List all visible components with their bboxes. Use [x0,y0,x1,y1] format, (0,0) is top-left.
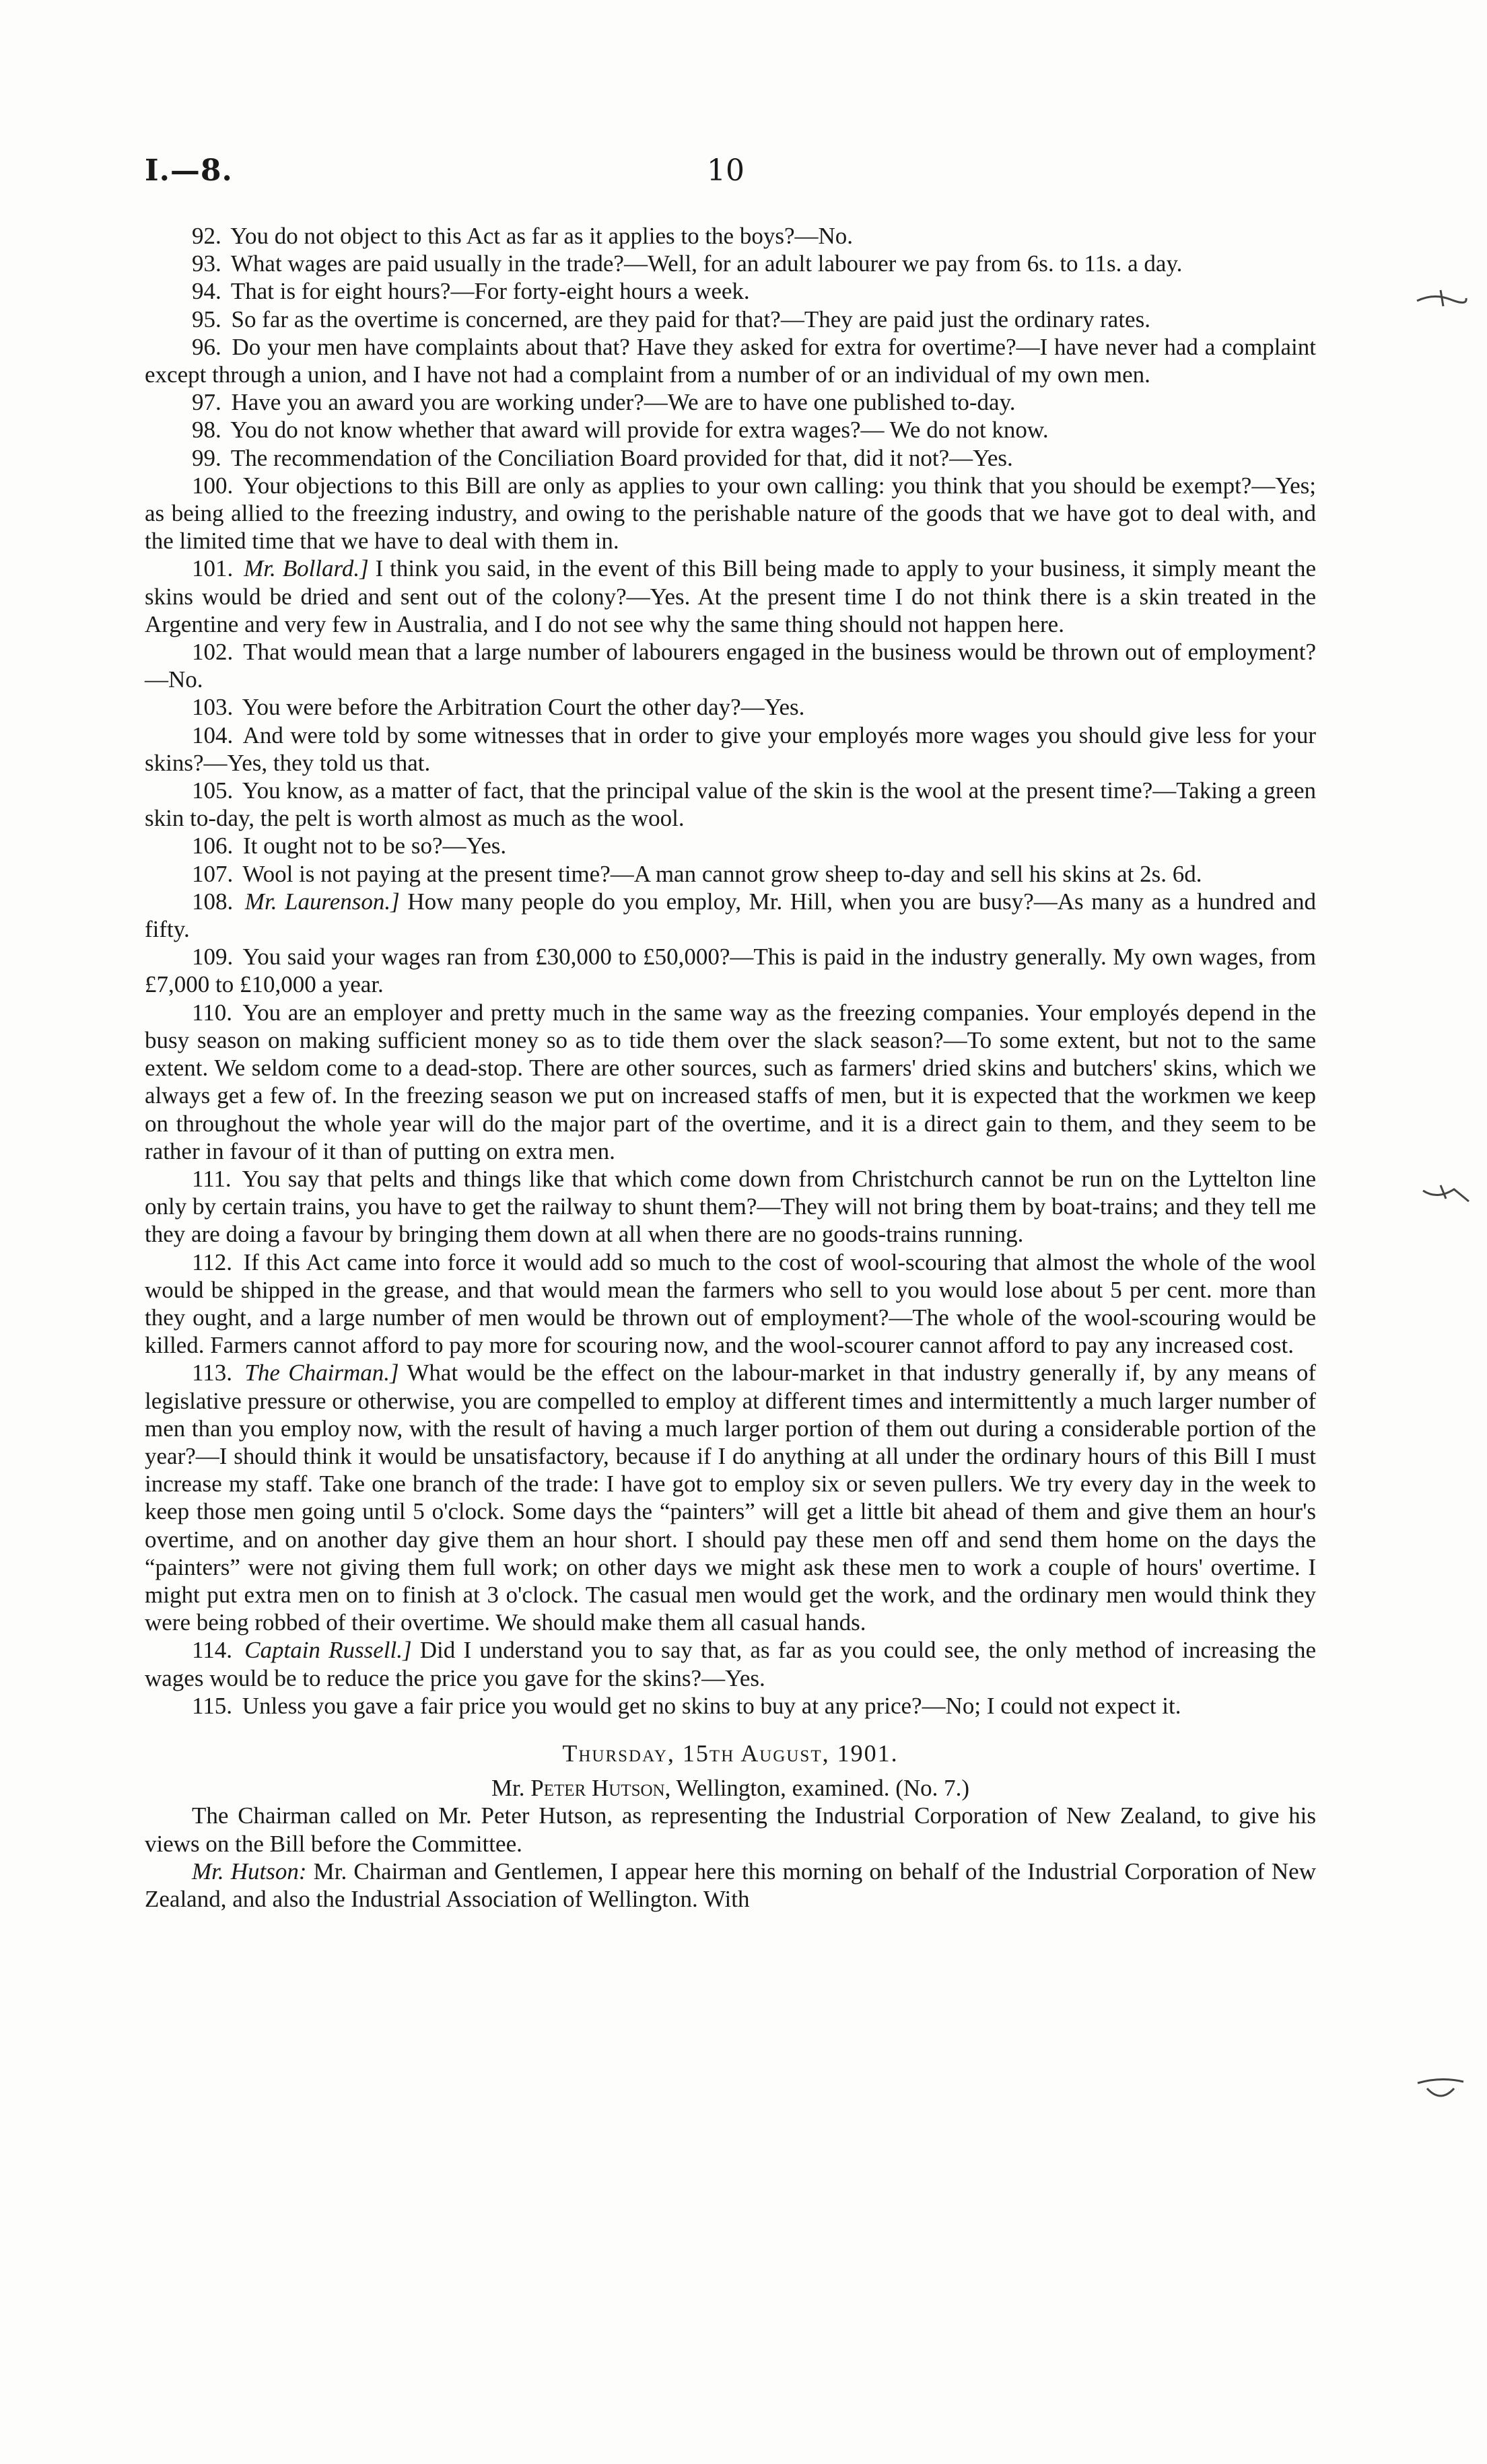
witness-name: Peter Hutson [530,1775,665,1802]
speaker-name: Mr. Laurenson.] [244,888,400,915]
question-paragraph: 101. Mr. Bollard.] I think you said, in the event of this Bill being made to apply to your business, it simply meant the skins would be dried and sent out of the colony?—Yes. At the present time I do not think there is a skin treated in the Argentine and very few in Australia, and I do not see why the same thing should not happen here. [145,555,1317,637]
question-paragraph: 99. The recommendation of the Conciliation Board provided for that, did it not?—Yes. [192,444,1013,471]
question-paragraph: 100. Your objections to this Bill are only as applies to your own calling: you think that you should be exempt?—Yes; as being allied to the freezing industry, and owing to the perishable nature of the goods that we have got to deal with, and the limited time that we have to deal with them in. [145,472,1316,555]
margin-pen-mark [1414,2076,1467,2103]
question-paragraph: 114. Captain Russell.] Did I understand you to say that, as far as you could see, the only method of increasing the wages would be to reduce the price you gave for the skins?—Yes. [145,1637,1316,1691]
question-paragraph: 106. It ought not to be so?—Yes. [192,833,507,859]
margin-pen-mark [1414,286,1467,313]
speaker-name: The Chairman.] [244,1360,399,1386]
question-paragraph: 111. You say that pelts and things like that which come down from Christchurch cannot be run on the Lyttelton line only by certain trains, you have to get the railway to shunt them?—They will not bring them by boat-trains; and they tell me they are doing a favour by bringing them down at all when there are no goods-trains running. [145,1165,1317,1248]
speaker-name: Captain Russell.] [244,1637,412,1664]
margin-pen-mark [1420,1181,1474,1208]
question-paragraph: 115. Unless you gave a fair price you would get no skins to buy at any price?—No; I could not expect it. [192,1692,1181,1719]
witness-heading: Mr. Peter Hutson, Wellington, examined. (No. 7.) [491,1775,970,1802]
question-paragraph: 97. Have you an award you are working under?—We are to have one published to-day. [192,389,1016,416]
question-paragraph: 102. That would mean that a large number of labourers engaged in the business would be thrown out of employment?—No. [145,639,1317,693]
question-paragraph: 113. The Chairman.] What would be the effect on the labour-market in that industry generally if, by any means of legislative pressure or otherwise, you are compelled to employ at different times and intermittently a much larger number of men than you employ now, with the result of having a much larger portion of them out during a considerable portion of the year?—I should think it would be unsatisfactory, because if I do anything at all under the ordinary hours of this Bill I must increase my staff. Take one branch of the trade: I have got to employ six or seven pullers. We try every day in the week to keep those men going until 5 o'clock. Some days the “painters” will get a little bit ahead of them and give them an hour's overtime, and on another day give them an hour short. I should pay these men off and send them home on the days the “painters” were not giving them full work; on other days we might ask these men to work a couple of hours' overtime. I might put extra men on to finish at 3 o'clock. The casual men would get the work, and the ordinary men would think they were being robbed of their overtime. We should make them all casual hands. [145,1360,1317,1636]
question-paragraph: 93. What wages are paid usually in the trade?—Well, for an adult labourer we pay from 6s. to 11s. a day. [192,250,1183,277]
speaker-name: Mr. Hutson: [192,1858,307,1885]
question-paragraph: 95. So far as the overtime is concerned, are they paid for that?—They are paid just the ordinary rates. [192,306,1150,332]
question-paragraph: 107. Wool is not paying at the present time?—A man cannot grow sheep to-day and sell his skins at 2s. 6d. [192,860,1202,887]
closing-paragraph: The Chairman called on Mr. Peter Hutson, as representing the Industrial Corporation of New Zealand, to give his views on the Bill before the Committee. [145,1802,1316,1857]
page-header [145,153,1350,194]
question-paragraph: 109. You said your wages ran from £30,000 to £50,000?—This is paid in the industry generally. My own wages, from £7,000 to £10,000 a year. [145,944,1317,998]
page-number: 10 [707,153,745,188]
question-paragraph: 104. And were told by some witnesses that in order to give your employés more wages you should give less for your skins?—Yes, they told us that. [145,721,1316,776]
testimony-body [145,222,1316,1913]
session-date-heading: Thursday, 15th August, 1901. [562,1739,899,1767]
question-paragraph: 108. Mr. Laurenson.] How many people do you employ, Mr. Hill, when you are busy?—As many as a hundred and fifty. [145,888,1317,943]
question-paragraph: 96. Do your men have complaints about that? Have they asked for extra for overtime?—I have never had a complaint except through a union, and I have not had a complaint from a number of or an individual of my own men. [145,333,1316,388]
question-paragraph: 98. You do not know whether that award will provide for extra wages?— We do not know. [192,417,1049,444]
question-paragraph: 103. You were before the Arbitration Court the other day?—Yes. [192,694,805,721]
question-paragraph: 110. You are an employer and pretty much in the same way as the freezing companies. Your employés depend in the busy season on making sufficient money so as to tide them over the slack season?—To some extent, but not to the same extent. We seldom come to a dead-stop. There are other sources, such as farmers' dried skins and butchers' skins, which we always get a few of. In the freezing season we put on increased staffs of men, but it is expected that the workmen we keep on throughout the whole year will do the major part of the overtime, and it is a direct gain to them, and they seem to be rather in favour of it than of putting on extra men. [145,999,1317,1164]
question-paragraph: 92. You do not object to this Act as far as it applies to the boys?—No. [192,223,854,249]
closing-paragraph: Mr. Hutson: Mr. Chairman and Gentlemen, I appear here this morning on behalf of the Industrial Corporation of New Zealand, and also the Industrial Association of Wellington. With [145,1858,1316,1912]
speaker-name: Mr. Bollard.] [244,555,369,582]
question-paragraph: 105. You know, as a matter of fact, that the principal value of the skin is the wool at the present time?—Taking a green skin to-day, the pelt is worth almost as much as the wool. [145,777,1317,832]
question-paragraph: 94. That is for eight hours?—For forty-eight hours a week. [192,278,750,305]
document-reference: I.—8. [145,153,233,188]
question-paragraph: 112. If this Act came into force it would add so much to the cost of wool-scouring that almost the whole of the wool would be shipped in the grease, and that would mean the farmers who sell to you would lose about 5 per cent. more than they ought, and a large number of men would be thrown out of employment?—The whole of the wool-scouring would be killed. Farmers cannot afford to pay more for scouring now, and the wool-scourer cannot afford to pay any increased cost. [145,1248,1317,1359]
